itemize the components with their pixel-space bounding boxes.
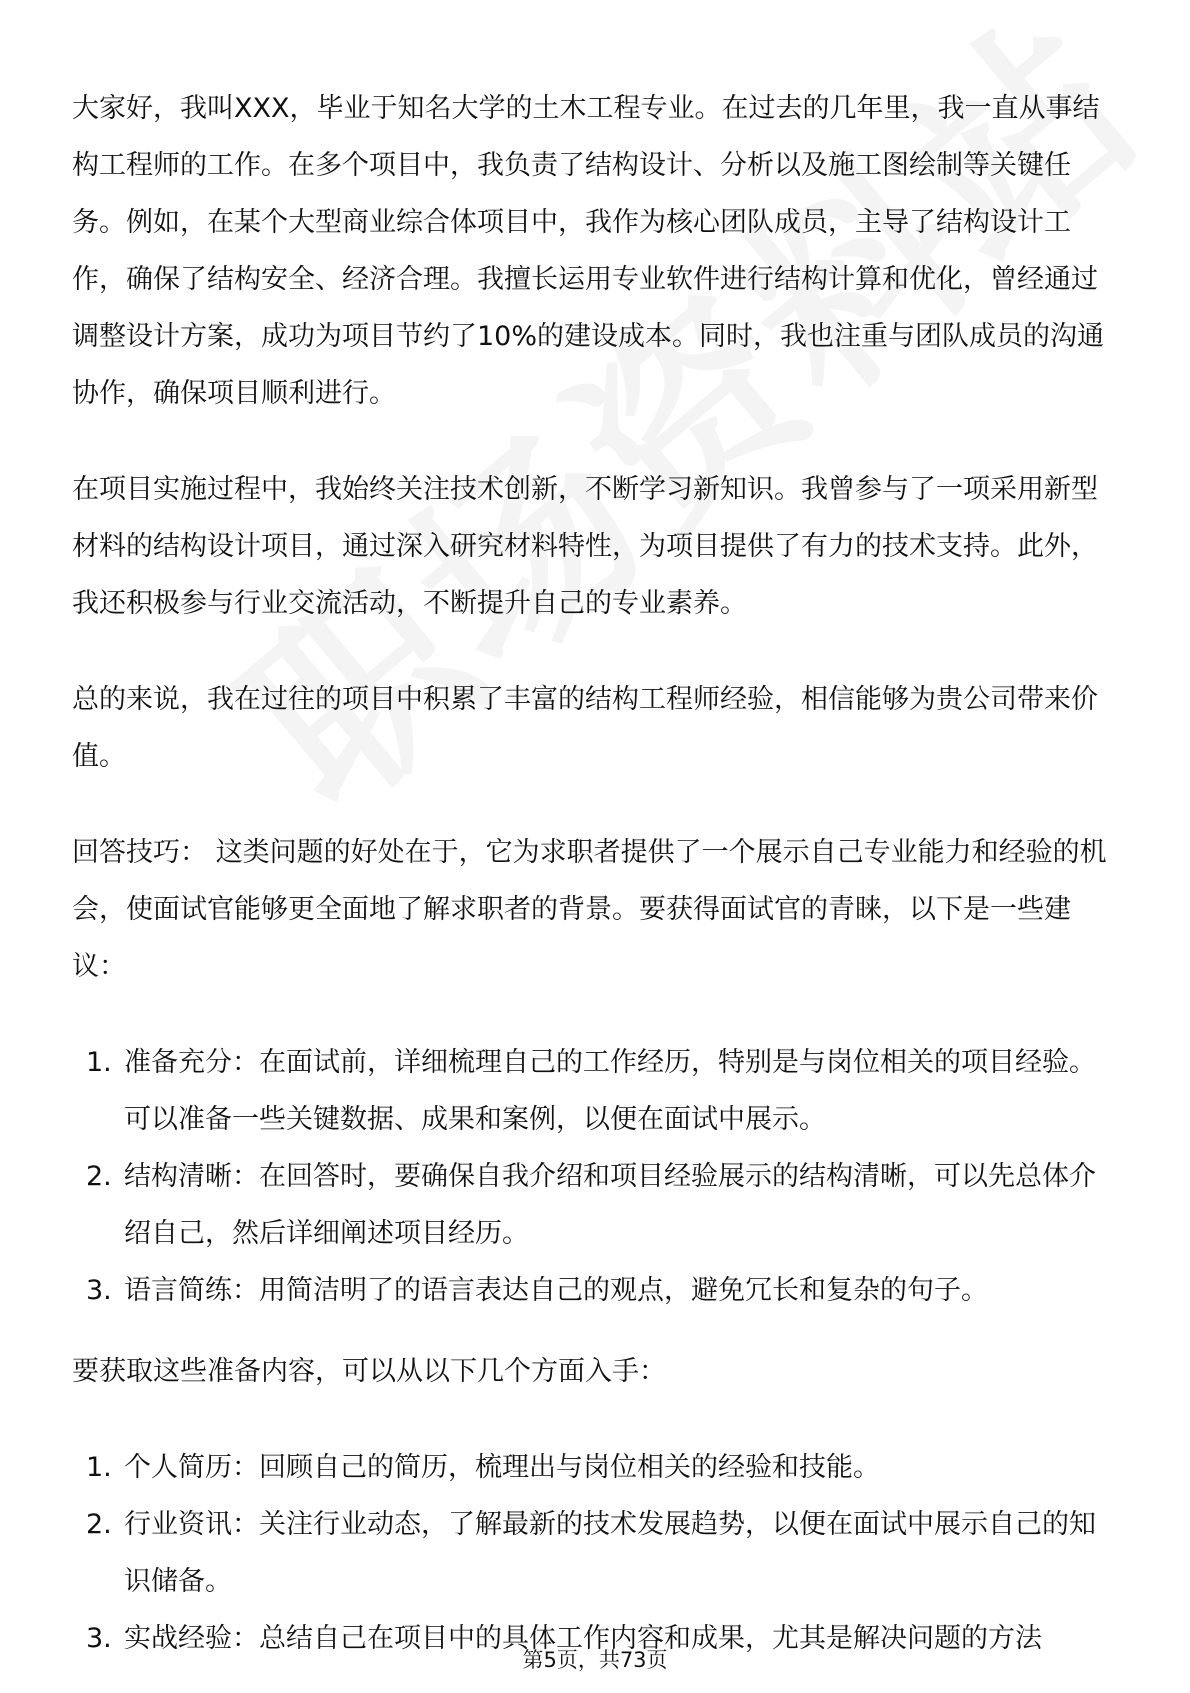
list-item-text: 准备充分：在面试前，详细梳理自己的工作经历，特别是与岗位相关的项目经验。可以准备一些关键数据、成果和案例，以便在面试中展示。 <box>124 1047 1096 1135</box>
list-item-text: 结构清晰：在回答时，要确保自我介绍和项目经验展示的结构清晰，可以先总体介绍自己，然后详细阐述项目经历。 <box>124 1161 1096 1249</box>
suggestions-list <box>72 1034 1122 1319</box>
list-item-text: 实战经验：总结自己在项目中的具体工作内容和成果，尤其是解决问题的方法 <box>124 1623 1042 1654</box>
list-number: 3. <box>86 1623 112 1654</box>
list-number: 3. <box>86 1275 112 1306</box>
preparation-list <box>72 1439 1122 1667</box>
list-number: 1. <box>86 1452 112 1483</box>
list-item-text: 语言简练：用简洁明了的语言表达自己的观点，避免冗长和复杂的句子。 <box>124 1275 988 1306</box>
list-item <box>72 1439 1122 1496</box>
document-body <box>72 80 1122 1693</box>
list-item <box>72 1496 1122 1610</box>
list-number: 2. <box>86 1509 112 1540</box>
list-item <box>72 1148 1122 1262</box>
paragraph-answer-tips: 回答技巧： 这类问题的好处在于，它为求职者提供了一个展示自己专业能力和经验的机会，使面试官能够更全面地了解求职者的背景。要获得面试官的青睐，以下是一些建议： <box>72 837 1107 982</box>
paragraph-summary: 总的来说，我在过往的项目中积累了丰富的结构工程师经验，相信能够为贵公司带来价值。 <box>72 684 1098 772</box>
list-item <box>72 1034 1122 1148</box>
paragraph-preparation: 要获取这些准备内容，可以从以下几个方面入手： <box>72 1356 666 1387</box>
page-number: 第5页，共73页 <box>522 1648 668 1672</box>
paragraph-self-intro: 大家好，我叫XXX，毕业于知名大学的土木工程专业。在过去的几年里，我一直从事结构工程师的工作。在多个项目中，我负责了结构设计、分析以及施工图绘制等关键任务。例如，在某个大型商业综合体项目中，我作为核心团队成员，主导了结构设计工作，确保了结构安全、经济合理。我擅长运用专业软件进行结构计算和优化，曾经通过调整设计方案，成功为项目节约了10%的建设成本。同时，我也注重与团队成员的沟通协作，确保项目顺利进行。 <box>72 93 1105 409</box>
list-number: 2. <box>86 1161 112 1192</box>
list-item-text: 个人简历：回顾自己的简历，梳理出与岗位相关的经验和技能。 <box>124 1452 880 1483</box>
list-item-text: 行业资讯：关注行业动态，了解最新的技术发展趋势，以便在面试中展示自己的知识储备。 <box>124 1509 1096 1597</box>
list-number: 1. <box>86 1047 112 1078</box>
paragraph-innovation: 在项目实施过程中，我始终关注技术创新，不断学习新知识。我曾参与了一项采用新型材料的结构设计项目，通过深入研究材料特性，为项目提供了有力的技术支持。此外，我还积极参与行业交流活动，不断提升自己的专业素养。 <box>72 474 1098 619</box>
list-item <box>72 1262 1122 1319</box>
